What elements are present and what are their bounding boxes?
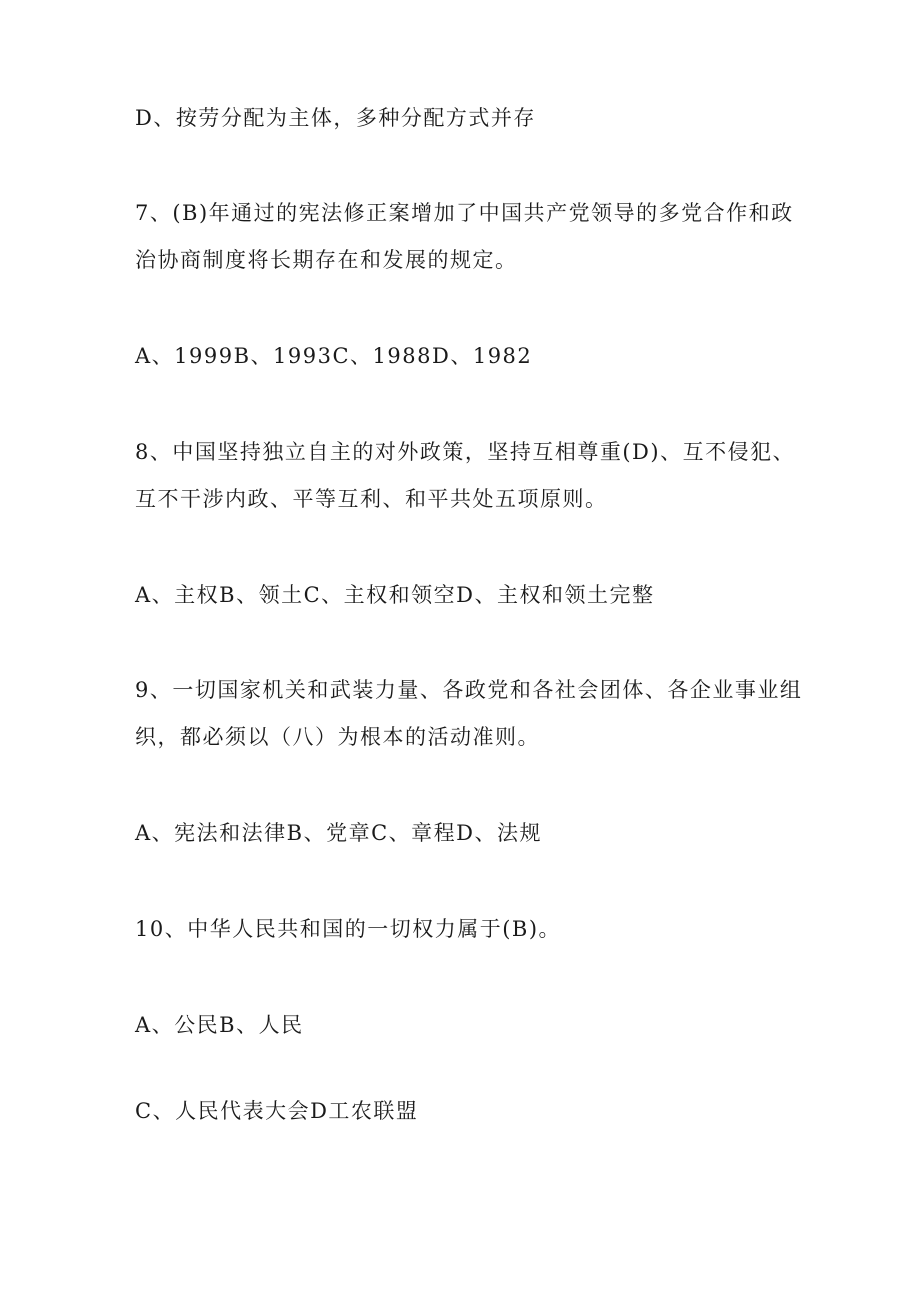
question-8-line-1: 8、中国坚持独立自主的对外政策，坚持互相尊重(D)、互不侵犯、 (135, 440, 796, 464)
question-9-line-2: 织，都必须以（八）为根本的活动准则。 (135, 725, 540, 749)
question-7-line-1: 7、(B)年通过的宪法修正案增加了中国共产党领导的多党合作和政 (135, 201, 794, 225)
question-8-line-2: 互不干涉内政、平等互利、和平共处五项原则。 (135, 487, 608, 511)
question-9-line-1: 9、一切国家机关和武装力量、各政党和各社会团体、各企业事业组 (135, 678, 803, 702)
question-7-line-2: 治协商制度将长期存在和发展的规定。 (135, 248, 518, 272)
question-10-options-ab: A、公民B、人民 (135, 1013, 304, 1037)
question-8-options: A、主权B、领土C、主权和领空D、主权和领土完整 (135, 583, 655, 607)
question-9-options: A、宪法和法律B、党章C、章程D、法规 (135, 821, 543, 845)
option-line-q6-d: D、按劳分配为主体，多种分配方式并存 (135, 106, 536, 130)
question-10-line-1: 10、中华人民共和国的一切权力属于(B)。 (135, 917, 562, 941)
question-7-options: A、1999B、1993C、1988D、1982 (135, 344, 533, 368)
question-10-options-cd: C、人民代表大会D工农联盟 (135, 1099, 419, 1123)
